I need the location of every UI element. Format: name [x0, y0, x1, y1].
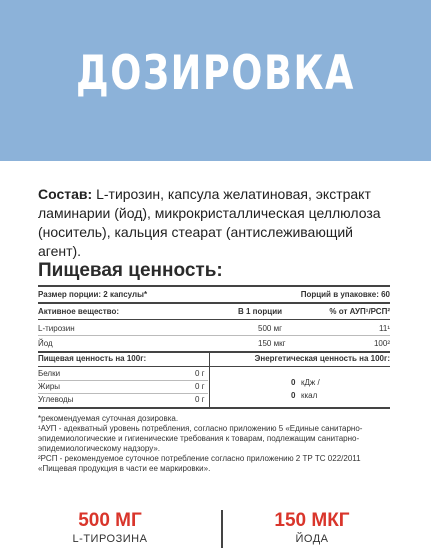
highlight-value-tyrosine: 500 МГ: [78, 510, 142, 531]
macro-value: 0 г: [195, 382, 205, 391]
highlight-value-iodine: 150 МКГ: [274, 510, 350, 531]
energy-unit-kj: кДж /: [301, 378, 320, 387]
macro-value: 0 г: [195, 369, 205, 378]
footnote-daily: *рекомендуемая суточная дозировка.: [38, 414, 179, 423]
composition-text: [38, 185, 398, 261]
ingredient-amount: 150 мкг: [258, 339, 286, 348]
divider: [38, 407, 390, 409]
macro-name: Жиры: [38, 382, 61, 391]
header-active: Активное вещество:: [38, 307, 120, 316]
header-per-serving: В 1 порции: [238, 307, 283, 316]
divider: [38, 285, 390, 287]
divider: [38, 380, 208, 381]
divider: [38, 302, 390, 304]
composition-body: L-тирозин, капсула желатиновая, экстракт ламинарии (йод), микрокристаллическая целлюлоза (носитель), кальция стеарат (антислеживающий агент).: [38, 186, 381, 259]
divider: [38, 366, 390, 367]
nutrition-title: Пищевая ценность:: [38, 260, 223, 281]
energy-title: Энергетическая ценность на 100г:: [254, 354, 390, 363]
energy-value-kj: 0: [291, 378, 296, 387]
divider: [38, 335, 390, 336]
servings-per-pack: Порций в упаковке: 60: [300, 290, 390, 299]
divider: [38, 351, 390, 353]
divider: [38, 393, 208, 394]
per100-title: Пищевая ценность на 100г:: [38, 354, 147, 363]
highlight-divider: [221, 510, 223, 548]
ingredient-percent: 11¹: [379, 324, 390, 333]
footnotes: [38, 414, 398, 474]
header-banner: [0, 0, 431, 161]
ingredient-name: L-тирозин: [38, 324, 75, 333]
ingredient-amount: 500 мг: [258, 324, 282, 333]
footnote-rsp: ²РСП - рекомендуемое суточное потребление согласно приложению 2 ТР ТС 022/2011 «Пищевая продукция в части ее маркировки».: [38, 454, 361, 473]
footnote-aup: ¹АУП - адекватный уровень потребления, согласно приложению 5 «Единые санитарно-эпидемиологические и гигиенические требования к товарам, подлежащим санитарно-эпидемиологическому надзору».: [38, 424, 363, 453]
highlight-label-iodine: ЙОДА: [295, 533, 329, 545]
energy-unit-kcal: ккал: [301, 391, 318, 400]
macro-value: 0 г: [195, 395, 205, 404]
ingredient-name: Йод: [38, 339, 53, 348]
page-title: ДОЗИРОВКА: [76, 46, 355, 101]
macro-name: Белки: [38, 369, 61, 378]
column-divider: [209, 352, 210, 407]
ingredient-percent: 100²: [373, 339, 390, 348]
highlight-label-tyrosine: L-ТИРОЗИНА: [72, 533, 148, 545]
macro-name: Углеводы: [38, 395, 74, 404]
energy-value-kcal: 0: [291, 391, 296, 400]
divider: [38, 319, 390, 320]
header-percent: % от АУП¹/РСП²: [329, 307, 390, 316]
composition-label: Состав:: [38, 186, 93, 202]
serving-size: Размер порции: 2 капсулы*: [38, 290, 148, 299]
